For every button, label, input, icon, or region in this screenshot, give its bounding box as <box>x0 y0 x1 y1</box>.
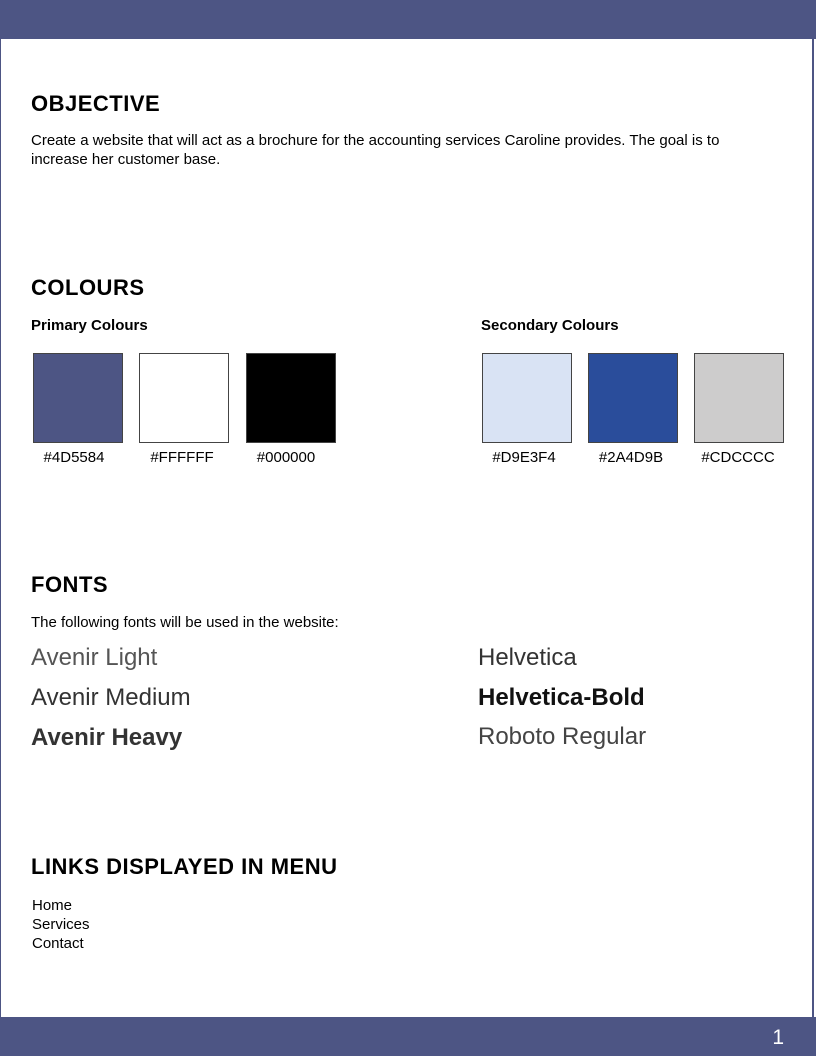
menu-links-heading: LINKS DISPLAYED IN MENU <box>31 854 338 879</box>
font-sample-avenir-medium: Avenir Medium <box>31 684 191 711</box>
header-bar <box>0 0 816 39</box>
primary-swatch-3 <box>246 353 336 443</box>
primary-swatch-3-label: #000000 <box>256 449 316 466</box>
page-number: 1 <box>772 1026 784 1049</box>
colours-heading: COLOURS <box>31 275 145 300</box>
footer-bar <box>0 1017 816 1056</box>
menu-link-contact: Contact <box>32 935 84 952</box>
menu-links-list <box>32 896 90 953</box>
secondary-swatch-3-label: #CDCCCC <box>701 449 775 466</box>
objective-text: Create a website that will act as a brochure for the accounting services Caroline provides. The goal is to increase her customer base. <box>31 132 720 168</box>
secondary-swatch-3 <box>694 353 784 443</box>
primary-swatch-2-label: #FFFFFF <box>150 449 214 466</box>
font-sample-avenir-heavy: Avenir Heavy <box>31 724 183 751</box>
secondary-swatch-2 <box>588 353 678 443</box>
fonts-heading: FONTS <box>31 572 109 597</box>
secondary-swatch-1-label: #D9E3F4 <box>492 449 556 466</box>
font-sample-roboto-regular: Roboto Regular <box>478 723 647 750</box>
secondary-swatch-2-label: #2A4D9B <box>598 449 664 466</box>
fonts-intro: The following fonts will be used in the website: <box>31 614 339 631</box>
font-sample-helvetica-bold: Helvetica-Bold <box>478 684 645 711</box>
menu-link-home: Home <box>32 897 73 914</box>
font-sample-avenir-light: Avenir Light <box>31 644 158 671</box>
secondary-colours-label: Secondary Colours <box>481 317 619 334</box>
primary-swatch-1 <box>33 353 123 443</box>
secondary-swatch-1 <box>482 353 572 443</box>
primary-swatch-1-label: #4D5584 <box>43 449 105 466</box>
menu-link-services: Services <box>32 916 90 933</box>
primary-colours-label: Primary Colours <box>31 317 148 334</box>
objective-heading: OBJECTIVE <box>31 91 161 116</box>
primary-swatch-2 <box>139 353 229 443</box>
font-sample-helvetica: Helvetica <box>478 644 577 671</box>
